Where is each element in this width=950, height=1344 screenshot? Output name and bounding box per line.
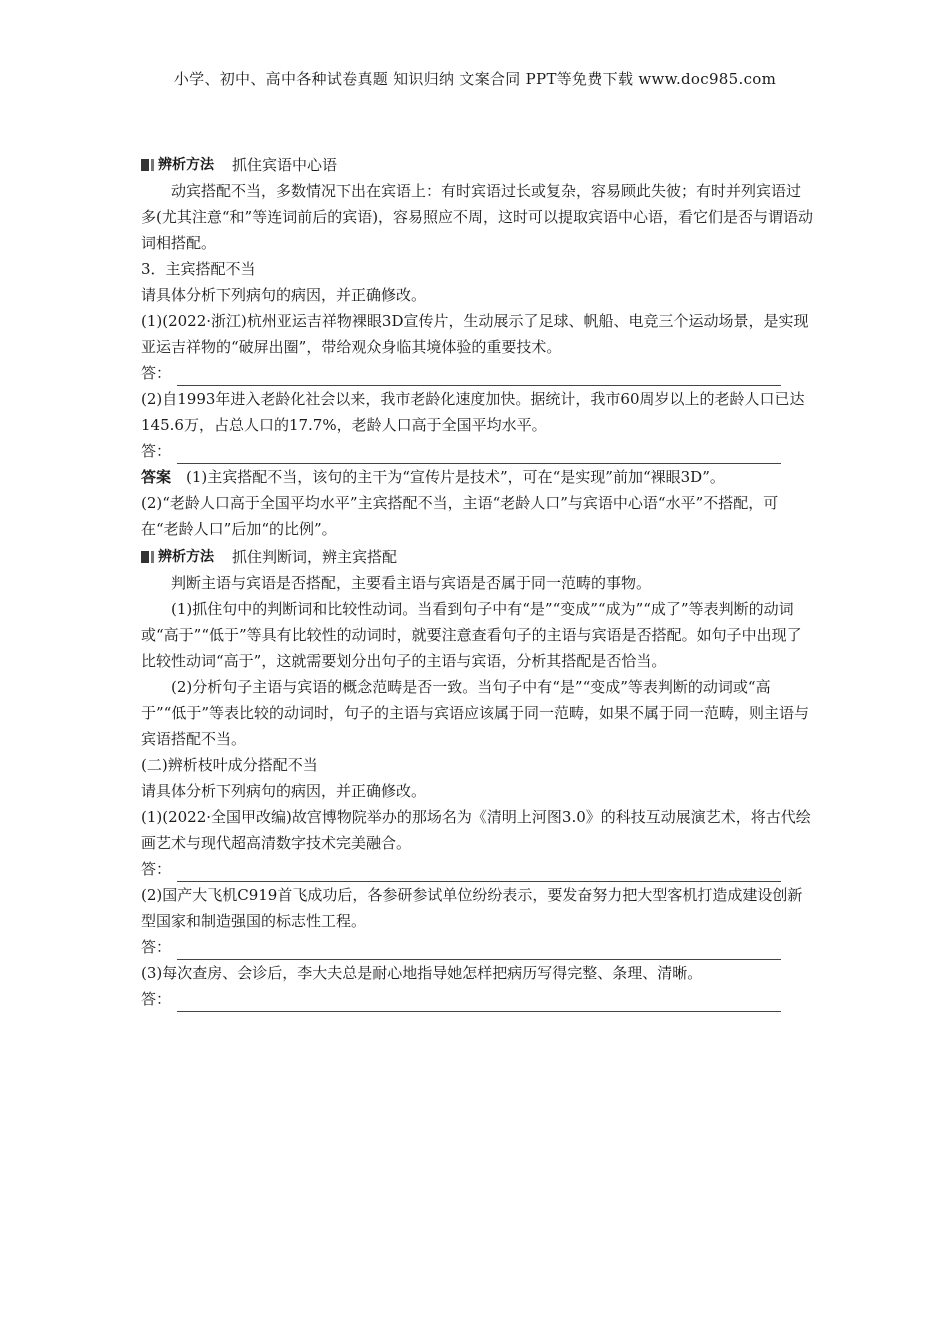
- answer-2: (2)“老龄人口高于全国平均水平”主宾搭配不当，主语“老龄人口”与宾语中心语“水平”不搭配，可在“老龄人口”后加“的比例”。: [141, 494, 779, 538]
- method-label: 辨析方法: [158, 157, 214, 173]
- page-header: 小学、初中、高中各种试卷真题 知识归纳 文案合同 PPT等免费下载 www.doc985.com: [173, 70, 777, 88]
- instruction: 请具体分析下列病句的病因，并正确修改。: [141, 286, 427, 304]
- document-body: [141, 150, 815, 1012]
- section-heading: (二)辨析枝叶成分搭配不当: [141, 756, 318, 774]
- answer-line-4[interactable]: [141, 934, 815, 960]
- question-2: (2)国产大飞机C919首飞成功后，各参研参试单位纷纷表示，要发奋努力把大型客机打造成建设创新型国家和制造强国的标志性工程。: [141, 886, 803, 930]
- method-paragraph-2: (1)抓住句中的判断词和比较性动词。当看到句子中有“是”“变成”“成为”“成了”等表判断的动词或“高于”“低于”等具有比较性的动词时，就要注意查看句子的主语与宾语是否搭配。如句子中出现了比较性动词“高于”，这就需要划分出句子的主语与宾语，分析其搭配是否恰当。: [141, 600, 802, 670]
- question-1: (1)(2022·浙江)杭州亚运吉祥物裸眼3D宣传片，生动展示了足球、帆船、电竞三个运动场景，是实现亚运吉祥物的“破屏出圈”，带给观众身临其境体验的重要技术。: [141, 312, 809, 356]
- question-1: (1)(2022·全国甲改编)故宫博物院举办的那场名为《清明上河图3.0》的科技互动展演艺术，将古代绘画艺术与现代超高清数字技术完美融合。: [141, 808, 811, 852]
- method-box-1: [141, 152, 815, 178]
- answer-prefix: 答：: [141, 442, 172, 460]
- method-marker-icon: [141, 159, 154, 171]
- method-title: 抓住判断词，辨主宾搭配: [232, 548, 398, 566]
- answer-line-2[interactable]: [141, 438, 815, 464]
- answer-prefix: 答：: [141, 990, 172, 1008]
- answer-1: (1)主宾搭配不当，该句的主干为“宣传片是技术”，可在“是实现”前加“裸眼3D”。: [186, 468, 725, 486]
- question-2: (2)自1993年进入老龄化社会以来，我市老龄化速度加快。据统计，我市60周岁以上的老龄人口已达145.6万，占总人口的17.7%，老龄人口高于全国平均水平。: [141, 390, 805, 434]
- method-label: 辨析方法: [158, 549, 214, 565]
- section-heading: 3．主宾搭配不当: [141, 260, 256, 278]
- answer-line-3[interactable]: [141, 856, 815, 882]
- question-3: (3)每次查房、会诊后，李大夫总是耐心地指导她怎样把病历写得完整、条理、清晰。: [141, 964, 703, 982]
- answer-line-5[interactable]: [141, 986, 815, 1012]
- method-marker-icon: [141, 551, 154, 563]
- answer-block-1: [141, 464, 815, 490]
- instruction: 请具体分析下列病句的病因，并正确修改。: [141, 782, 427, 800]
- answer-prefix: 答：: [141, 860, 172, 878]
- answer-prefix: 答：: [141, 938, 172, 956]
- answer-label: 答案: [141, 468, 172, 486]
- method-paragraph-3: (2)分析句子主语与宾语的概念范畴是否一致。当句子中有“是”“变成”等表判断的动词或“高于”“低于”等表比较的动词时，句子的主语与宾语应该属于同一范畴，如果不属于同一范畴，则主语与宾语搭配不当。: [141, 678, 810, 748]
- method-text: 动宾搭配不当，多数情况下出在宾语上：有时宾语过长或复杂，容易顾此失彼；有时并列宾语过多(尤其注意“和”等连词前后的宾语)，容易照应不周，这时可以提取宾语中心语，看它们是否与谓语动词相搭配。: [141, 182, 814, 252]
- method-title: 抓住宾语中心语: [232, 156, 338, 174]
- method-box-2: [141, 544, 815, 570]
- method-paragraph-1: 判断主语与宾语是否搭配，主要看主语与宾语是否属于同一范畴的事物。: [171, 574, 652, 592]
- answer-line-1[interactable]: [141, 360, 815, 386]
- answer-prefix: 答：: [141, 364, 172, 382]
